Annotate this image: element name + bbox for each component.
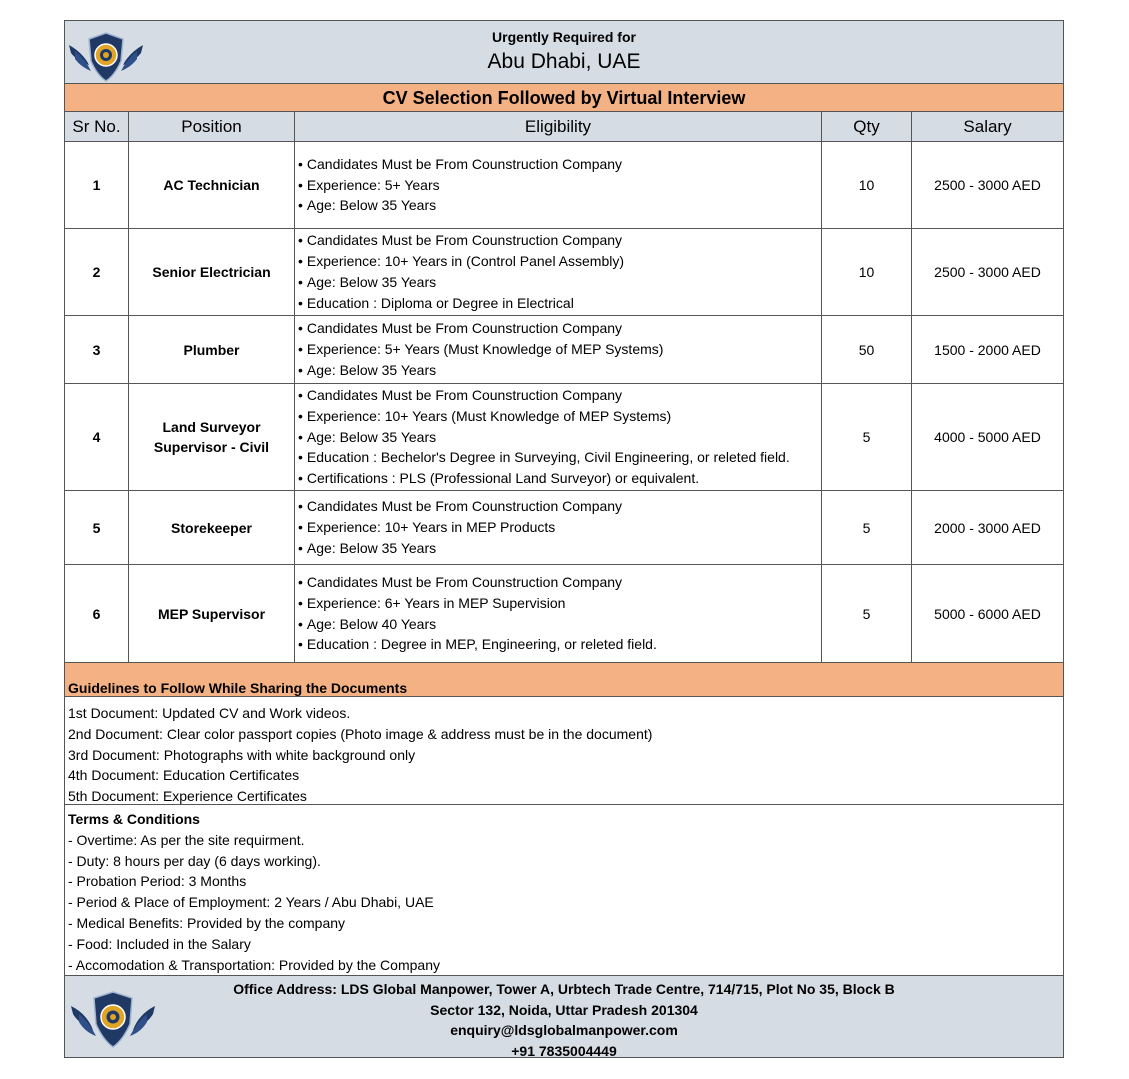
- table-header: [65, 112, 1063, 142]
- eligibility-item: • Age: Below 35 Years: [298, 360, 821, 381]
- eligibility-item: • Age: Below 35 Years: [298, 195, 821, 216]
- eligibility-item: • Education : Bechelor's Degree in Surveying, Civil Engineering, or releted field.: [298, 447, 821, 468]
- terms-item: - Accomodation & Transportation: Provided by the Company: [68, 956, 440, 973]
- guideline-item: 5th Document: Experience Certificates: [68, 788, 307, 805]
- terms-item: - Medical Benefits: Provided by the company: [68, 914, 346, 931]
- col-salary: Salary: [963, 116, 1012, 136]
- eligibility: [295, 142, 822, 228]
- eligibility: [295, 316, 822, 383]
- qty: 5: [822, 491, 912, 564]
- table-row: [65, 565, 1063, 663]
- col-eligibility: Eligibility: [295, 112, 822, 141]
- eligibility-item: • Experience: 10+ Years (Must Knowledge of MEP Systems): [298, 406, 821, 427]
- position: AC Technician: [129, 142, 295, 228]
- eligibility-item: • Experience: 10+ Years in MEP Products: [298, 517, 821, 538]
- eligibility-item: • Age: Below 40 Years: [298, 614, 821, 635]
- eligibility-item: • Candidates Must be From Counstruction Company: [298, 572, 821, 593]
- table-row: [65, 384, 1063, 491]
- table-row: [65, 142, 1063, 229]
- selection-banner: CV Selection Followed by Virtual Interview: [65, 84, 1063, 112]
- eligibility: [295, 565, 822, 662]
- position: Plumber: [129, 316, 295, 383]
- contact-email[interactable]: enquiry@ldsglobalmanpower.com: [450, 1022, 678, 1038]
- eligibility-item: • Age: Below 35 Years: [298, 427, 821, 448]
- terms-section: [65, 805, 1063, 975]
- contact-phone[interactable]: +91 7835004449: [511, 1042, 617, 1059]
- qty: 5: [822, 565, 912, 662]
- qty: 5: [822, 384, 912, 490]
- salary: 4000 - 5000 AED: [934, 429, 1041, 445]
- terms-item: - Period & Place of Employment: 2 Years / Abu Dhabi, UAE: [68, 894, 434, 911]
- salary: 2000 - 3000 AED: [934, 519, 1041, 536]
- footer: [65, 975, 1063, 1057]
- eligibility-item: • Experience: 5+ Years (Must Knowledge of MEP Systems): [298, 339, 821, 360]
- salary: 1500 - 2000 AED: [934, 341, 1041, 358]
- position: Land Surveyor Supervisor - Civil: [129, 384, 295, 490]
- eligibility-item: • Candidates Must be From Counstruction Company: [298, 318, 821, 339]
- eligibility-item: • Experience: 5+ Years: [298, 175, 821, 196]
- office-contact: [65, 979, 1063, 1061]
- eligibility-item: • Experience: 6+ Years in MEP Supervision: [298, 593, 821, 614]
- office-address-line2: Sector 132, Noida, Uttar Pradesh 201304: [430, 1001, 698, 1018]
- table-row: [65, 316, 1063, 384]
- eligibility-item: • Candidates Must be From Counstruction Company: [298, 230, 821, 251]
- guideline-item: 3rd Document: Photographs with white background only: [68, 746, 416, 763]
- eligibility-item: • Experience: 10+ Years in (Control Panel Assembly): [298, 251, 821, 272]
- eligibility-item: • Candidates Must be From Counstruction Company: [298, 154, 821, 175]
- eligibility-item: • Education : Degree in MEP, Engineering, or releted field.: [298, 634, 821, 655]
- qty: 50: [822, 316, 912, 383]
- guidelines-list: [65, 697, 1063, 805]
- guideline-item: 4th Document: Education Certificates: [68, 767, 300, 784]
- guideline-item: 2nd Document: Clear color passport copies (Photo image & address must be in the document): [68, 725, 653, 742]
- salary: 2500 - 3000 AED: [934, 264, 1041, 280]
- eligibility-item: • Age: Below 35 Years: [298, 538, 821, 559]
- eligibility-item: • Education : Diploma or Degree in Electrical: [298, 293, 821, 314]
- eligibility: [295, 229, 822, 315]
- sr-no: 5: [65, 491, 129, 564]
- position: MEP Supervisor: [129, 565, 295, 662]
- table-row: [65, 229, 1063, 316]
- sr-no: 6: [65, 565, 129, 662]
- position: Senior Electrician: [129, 229, 295, 315]
- header-location: Abu Dhabi, UAE: [487, 50, 641, 73]
- terms-item: - Overtime: As per the site requirment.: [68, 831, 305, 848]
- terms-title: Terms & Conditions: [68, 811, 200, 827]
- eligibility: [295, 384, 822, 490]
- col-position: Position: [129, 112, 295, 141]
- guidelines-title: Guidelines to Follow While Sharing the Documents: [65, 663, 1063, 697]
- eligibility-item: • Candidates Must be From Counstruction Company: [298, 385, 821, 406]
- col-qty: Qty: [822, 112, 912, 141]
- terms-item: - Probation Period: 3 Months: [68, 873, 247, 890]
- sr-no: 4: [65, 384, 129, 490]
- office-address-line1: Office Address: LDS Global Manpower, Tower A, Urbtech Trade Centre, 714/715, Plot No 35, Block B: [233, 981, 895, 997]
- eligibility-item: • Certifications : PLS (Professional Land Surveyor) or equivalent.: [298, 468, 821, 489]
- salary: 2500 - 3000 AED: [934, 177, 1041, 193]
- terms-item: - Duty: 8 hours per day (6 days working).: [68, 852, 321, 869]
- header: [65, 21, 1063, 84]
- guideline-item: 1st Document: Updated CV and Work videos.: [68, 705, 351, 721]
- eligibility-item: • Candidates Must be From Counstruction Company: [298, 496, 821, 517]
- table-row: [65, 491, 1063, 565]
- qty: 10: [822, 229, 912, 315]
- job-sheet: [64, 20, 1064, 1058]
- header-subtitle: Urgently Required for: [492, 29, 636, 45]
- terms-item: - Food: Included in the Salary: [68, 935, 251, 952]
- col-sr-no: Sr No.: [65, 112, 129, 141]
- position: Storekeeper: [129, 491, 295, 564]
- sr-no: 3: [65, 316, 129, 383]
- sr-no: 1: [65, 142, 129, 228]
- salary: 5000 - 6000 AED: [934, 605, 1041, 622]
- eligibility-item: • Age: Below 35 Years: [298, 272, 821, 293]
- sr-no: 2: [65, 229, 129, 315]
- eligibility: [295, 491, 822, 564]
- qty: 10: [822, 142, 912, 228]
